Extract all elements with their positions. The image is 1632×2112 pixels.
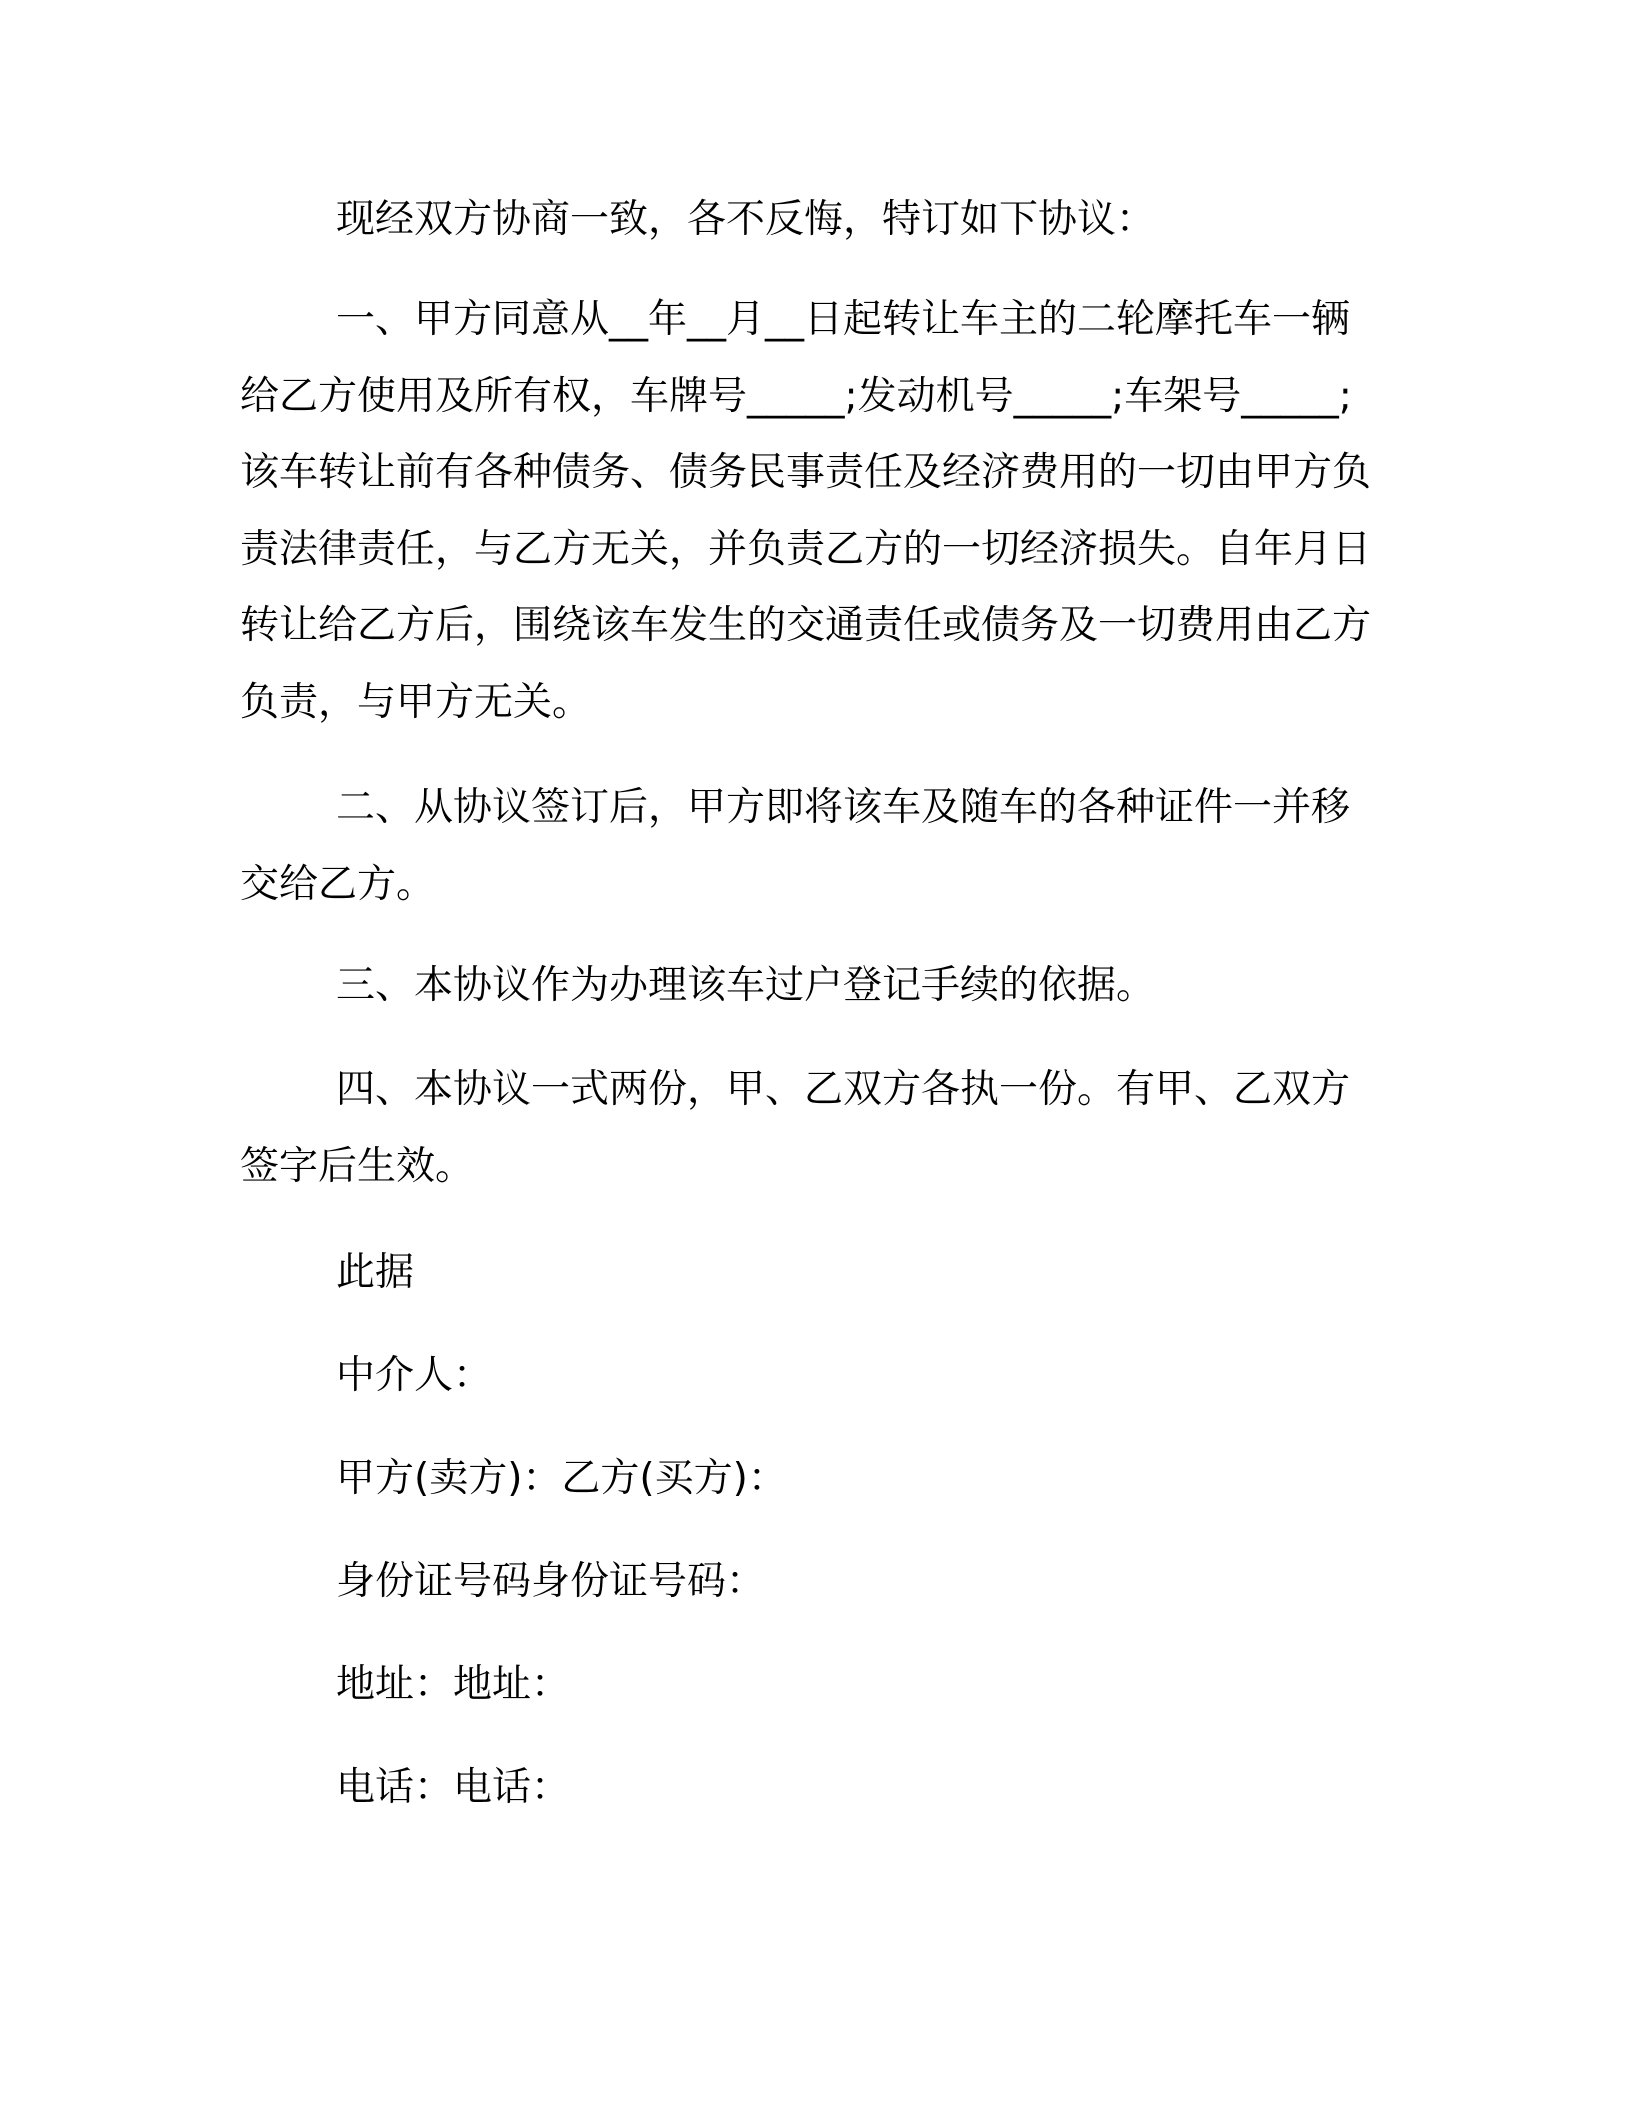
phone-line: 电话：电话： (336, 1765, 571, 1810)
closing-text: 此据 (336, 1250, 415, 1295)
clause-3-paragraph: 三、本协议作为办理该车过户登记手续的依据。 (336, 963, 1156, 1008)
clause-4-paragraph: 四、本协议一式两份，甲、乙双方各执一份。有甲、乙双方签字后生效。 (240, 1067, 1351, 1189)
address-line: 地址：地址： (336, 1662, 571, 1707)
intro-paragraph: 现经双方协商一致，各不反悔，特订如下协议： (336, 197, 1156, 242)
clause-1-paragraph: 一、甲方同意从__年__月__日起转让车主的二轮摩托车一辆给乙方使用及所有权，车牌号_____;发动机号_____;车架号_____;该车转让前有各种债务、债务民事责任及经济费用的一切由甲方负责法律责任，与乙方无关，并负责乙方的一切经济损失。自年月日转让给乙方后，围绕该车发生的交通责任或债务及一切费用由乙方负责，与甲方无关。 (240, 297, 1372, 725)
id-numbers-line: 身份证号码身份证号码： (336, 1559, 766, 1604)
clause-2-paragraph: 二、从协议签订后，甲方即将该车及随车的各种证件一并移交给乙方。 (240, 785, 1351, 907)
intermediary-line: 中介人： (336, 1353, 493, 1398)
parties-line: 甲方(卖方)：乙方(买方)： (336, 1456, 787, 1501)
